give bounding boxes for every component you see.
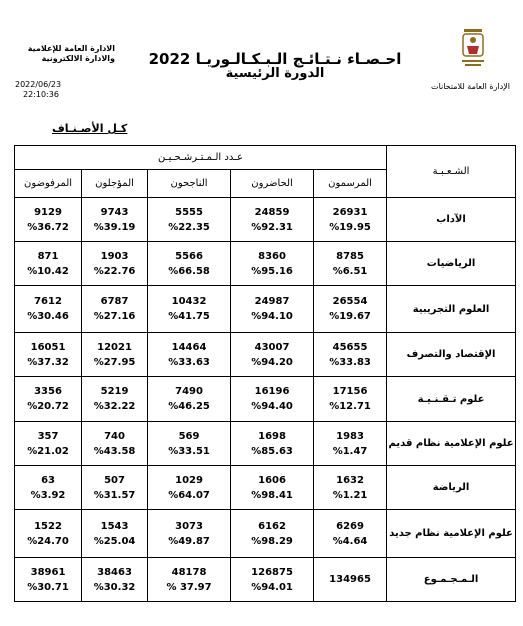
candidates-group-header bbox=[15, 146, 387, 170]
data-cell bbox=[82, 558, 148, 602]
print-time: 22:10:36 bbox=[23, 90, 59, 99]
cell-count: 740 bbox=[104, 430, 125, 442]
cell-count: 3356 bbox=[34, 386, 62, 397]
cell-count: 9743 bbox=[100, 206, 129, 218]
cell-percent: %1.21 bbox=[332, 489, 368, 501]
data-cell bbox=[231, 377, 314, 422]
cell-percent: %95.16 bbox=[251, 265, 293, 277]
cell-percent: %36.72 bbox=[27, 221, 69, 233]
cell-percent: %49.87 bbox=[168, 535, 210, 547]
cell-percent: %94.40 bbox=[251, 401, 293, 412]
data-cell bbox=[148, 377, 231, 422]
data-cell bbox=[314, 242, 387, 286]
cell-count: 12021 bbox=[97, 341, 132, 353]
cell-count: 1029 bbox=[175, 474, 203, 486]
table-row bbox=[15, 510, 516, 558]
cell-percent: % 37.97 bbox=[166, 581, 212, 593]
cell-percent: %64.07 bbox=[168, 489, 210, 501]
data-cell bbox=[231, 242, 314, 286]
table-row bbox=[15, 242, 516, 286]
cell-percent: %30.32 bbox=[93, 581, 136, 593]
cell-count: 6162 bbox=[258, 520, 286, 532]
cell-percent: %33.51 bbox=[168, 445, 210, 457]
cell-percent: %94.01 bbox=[251, 581, 293, 593]
data-cell bbox=[82, 333, 148, 377]
cell-count: 134965 bbox=[329, 574, 371, 585]
cell-percent: %22.76 bbox=[93, 265, 136, 277]
branch-name: الرياضة bbox=[387, 466, 516, 510]
page-title: احـصـاء نـتـائـج الـبـكـالـوريـا 2022 bbox=[148, 50, 402, 68]
cell-count: 871 bbox=[37, 250, 59, 262]
cell-count: 7612 bbox=[34, 296, 62, 307]
data-cell bbox=[15, 466, 82, 510]
data-cell bbox=[15, 558, 82, 602]
table-row bbox=[15, 198, 516, 242]
cell-percent: %33.63 bbox=[168, 356, 210, 368]
data-cell bbox=[314, 333, 387, 377]
data-cell bbox=[231, 286, 314, 333]
cell-count: 8785 bbox=[336, 250, 364, 262]
cell-percent: %22.35 bbox=[168, 221, 210, 233]
branch-name: العلوم التجريبية bbox=[387, 286, 516, 333]
cell-count: 10432 bbox=[171, 296, 207, 307]
cell-count: 1983 bbox=[336, 430, 364, 442]
cell-count: 16196 bbox=[254, 386, 290, 397]
branch-header-label: الشـعـبـة bbox=[432, 166, 470, 177]
data-cell bbox=[15, 242, 82, 286]
column-header: المرفوضون bbox=[15, 170, 82, 198]
data-cell bbox=[82, 510, 148, 558]
cell-percent: %94.20 bbox=[251, 356, 293, 368]
cell-percent: %98.29 bbox=[251, 535, 293, 547]
cell-count: 1903 bbox=[100, 250, 129, 262]
data-cell bbox=[148, 198, 231, 242]
data-cell bbox=[314, 286, 387, 333]
cell-percent: %32.22 bbox=[93, 401, 136, 412]
data-cell bbox=[15, 286, 82, 333]
data-cell bbox=[148, 466, 231, 510]
cell-count: 16051 bbox=[30, 341, 66, 353]
cell-count: 17156 bbox=[332, 386, 368, 397]
cell-count: 38463 bbox=[97, 566, 132, 578]
data-cell bbox=[231, 510, 314, 558]
branch-name: علوم الإعلامية نظام جديد bbox=[387, 510, 516, 558]
cell-count: 5566 bbox=[175, 250, 203, 262]
issuer-right: الإدارة العامة للامتحانات bbox=[431, 82, 510, 91]
cell-count: 1522 bbox=[34, 520, 62, 532]
data-cell bbox=[148, 558, 231, 602]
cell-count: 5555 bbox=[175, 206, 203, 218]
cell-percent: %20.72 bbox=[27, 401, 69, 412]
cell-percent: %1.47 bbox=[332, 445, 368, 457]
data-cell bbox=[314, 466, 387, 510]
data-cell bbox=[314, 510, 387, 558]
cell-count: 1698 bbox=[258, 430, 286, 442]
data-cell bbox=[231, 558, 314, 602]
cell-percent: %41.75 bbox=[168, 311, 210, 322]
cell-percent: %25.04 bbox=[93, 535, 136, 547]
branch-name: الآداب bbox=[387, 198, 516, 242]
data-cell bbox=[15, 198, 82, 242]
data-cell bbox=[15, 377, 82, 422]
issuer-left-line-2: والادارة الالكترونية bbox=[41, 54, 115, 63]
page-subtitle: الدورة الرئيسية bbox=[225, 66, 325, 81]
cell-percent: %33.83 bbox=[329, 356, 371, 368]
data-cell bbox=[15, 510, 82, 558]
data-cell bbox=[15, 422, 82, 466]
cell-count: 9129 bbox=[34, 206, 62, 218]
cell-count: 24987 bbox=[254, 296, 290, 307]
cell-percent: %98.41 bbox=[251, 489, 293, 501]
results-table bbox=[14, 145, 516, 602]
data-cell bbox=[148, 333, 231, 377]
cell-percent: %19.95 bbox=[329, 221, 371, 233]
data-cell bbox=[82, 377, 148, 422]
cell-percent: %27.95 bbox=[93, 356, 136, 368]
cell-count: 14464 bbox=[171, 341, 207, 353]
data-cell bbox=[231, 198, 314, 242]
cell-count: 357 bbox=[37, 430, 59, 442]
data-cell bbox=[148, 286, 231, 333]
cell-count: 3073 bbox=[175, 520, 203, 532]
issuer-left-line-1: الادارة العامة للإعلامية bbox=[27, 44, 115, 53]
data-cell bbox=[82, 466, 148, 510]
cell-count: 5219 bbox=[100, 386, 129, 397]
data-cell bbox=[314, 377, 387, 422]
column-header: الناجحون bbox=[148, 170, 231, 198]
cell-percent: %46.25 bbox=[168, 401, 210, 412]
branch-name: الإقتصاد والتصرف bbox=[387, 333, 516, 377]
branch-name: الـمـجـمـوع bbox=[387, 558, 516, 602]
data-cell bbox=[231, 422, 314, 466]
cell-count: 26931 bbox=[332, 206, 368, 218]
table-row bbox=[15, 333, 516, 377]
cell-percent: %85.63 bbox=[251, 445, 293, 457]
cell-percent: %66.58 bbox=[168, 265, 210, 277]
cell-count: 43007 bbox=[254, 341, 290, 353]
cell-count: 6787 bbox=[100, 296, 129, 307]
cell-count: 63 bbox=[41, 474, 55, 486]
cell-percent: %4.64 bbox=[332, 535, 368, 547]
column-header: المؤجلون bbox=[82, 170, 148, 198]
cell-count: 48178 bbox=[171, 566, 207, 578]
cell-percent: %3.92 bbox=[30, 489, 66, 501]
branch-name: علوم تـقـنـيـة bbox=[387, 377, 516, 422]
cell-percent: %30.46 bbox=[27, 311, 69, 322]
data-cell bbox=[82, 242, 148, 286]
data-cell bbox=[314, 558, 387, 602]
cell-count: 8360 bbox=[258, 250, 286, 262]
cell-percent: %27.16 bbox=[93, 311, 136, 322]
cell-percent: %12.71 bbox=[329, 401, 371, 412]
candidates-group-label: عـدد الـمـتـرشـحـيـن bbox=[158, 152, 243, 163]
category-filter-label: كـل الأصـنـاف bbox=[52, 122, 128, 135]
ministry-emblem-icon bbox=[458, 28, 488, 70]
cell-percent: %10.42 bbox=[27, 265, 69, 277]
cell-percent: %39.19 bbox=[93, 221, 136, 233]
table-row bbox=[15, 558, 516, 602]
cell-percent: %94.10 bbox=[251, 311, 293, 322]
data-cell bbox=[231, 333, 314, 377]
cell-count: 569 bbox=[178, 430, 200, 442]
table-row bbox=[15, 286, 516, 333]
data-cell bbox=[314, 198, 387, 242]
data-cell bbox=[148, 422, 231, 466]
cell-percent: %21.02 bbox=[27, 445, 69, 457]
timestamp bbox=[15, 80, 61, 100]
cell-count: 7490 bbox=[175, 386, 203, 397]
data-cell bbox=[15, 333, 82, 377]
print-date: 2022/06/23 bbox=[15, 80, 62, 89]
cell-percent: %31.57 bbox=[93, 489, 136, 501]
cell-percent: %92.31 bbox=[251, 221, 293, 233]
cell-count: 38961 bbox=[30, 566, 66, 578]
data-cell bbox=[148, 242, 231, 286]
data-cell bbox=[231, 466, 314, 510]
column-header: الحاضرون bbox=[231, 170, 314, 198]
data-cell bbox=[82, 286, 148, 333]
cell-percent: %43.58 bbox=[93, 445, 136, 457]
cell-percent: %37.32 bbox=[27, 356, 69, 368]
cell-count: 1632 bbox=[336, 474, 364, 486]
branch-name: علوم الإعلامية نظام قديم bbox=[387, 422, 516, 466]
branch-header bbox=[387, 146, 516, 198]
cell-count: 1606 bbox=[258, 474, 286, 486]
cell-percent: %19.67 bbox=[329, 311, 371, 322]
cell-count: 26554 bbox=[332, 296, 368, 307]
cell-percent: %6.51 bbox=[332, 265, 368, 277]
cell-count: 507 bbox=[104, 474, 125, 486]
cell-count: 45655 bbox=[332, 341, 368, 353]
cell-count: 1543 bbox=[100, 520, 129, 532]
data-cell bbox=[82, 198, 148, 242]
table-row bbox=[15, 466, 516, 510]
branch-name: الرياضيات bbox=[387, 242, 516, 286]
cell-count: 126875 bbox=[251, 566, 293, 578]
cell-count: 6269 bbox=[336, 520, 364, 532]
table-row bbox=[15, 377, 516, 422]
table-row bbox=[15, 422, 516, 466]
column-header: المرسمون bbox=[314, 170, 387, 198]
cell-percent: %24.70 bbox=[27, 535, 69, 547]
data-cell bbox=[148, 510, 231, 558]
issuer-left bbox=[20, 44, 115, 64]
data-cell bbox=[82, 422, 148, 466]
cell-percent: %30.71 bbox=[27, 581, 69, 593]
cell-count: 24859 bbox=[254, 206, 290, 218]
data-cell bbox=[314, 422, 387, 466]
